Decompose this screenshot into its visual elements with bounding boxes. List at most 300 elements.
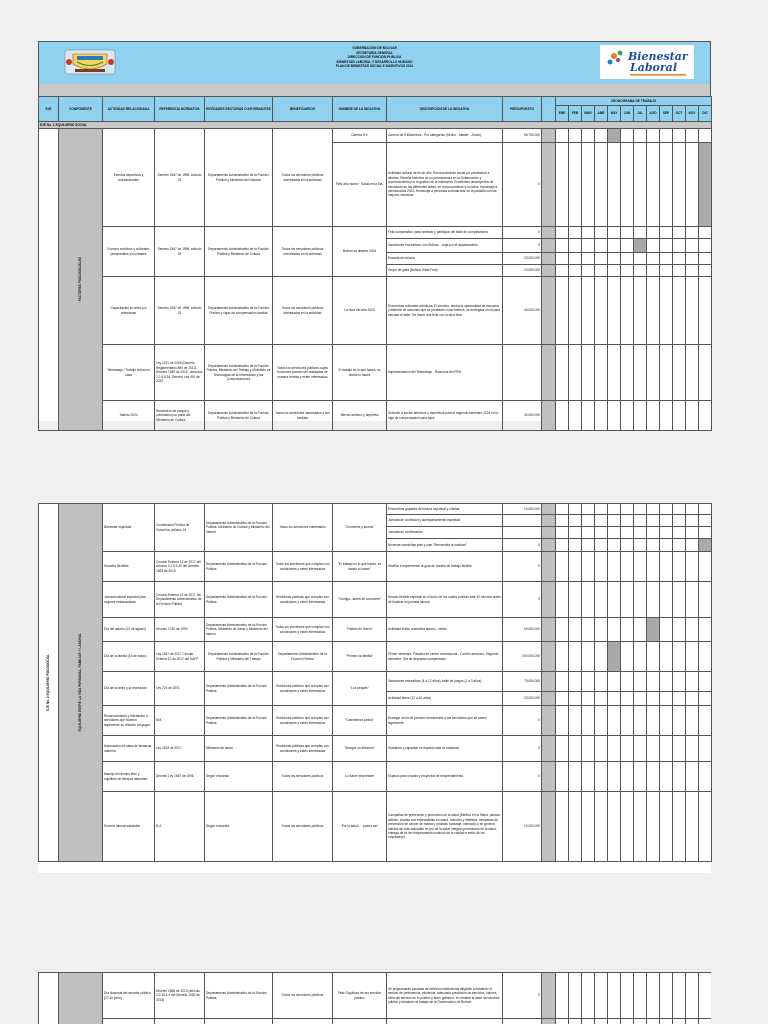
month-cell bbox=[686, 762, 699, 792]
month-cell bbox=[686, 504, 699, 515]
month-cell bbox=[582, 143, 595, 227]
month-cell bbox=[686, 539, 699, 552]
budget-cell: 200.000.000 bbox=[503, 642, 542, 672]
month-cell bbox=[660, 672, 673, 692]
table-row bbox=[39, 504, 712, 515]
month-cell bbox=[660, 515, 673, 527]
month-cell bbox=[647, 762, 660, 792]
month-cell bbox=[634, 277, 647, 345]
month-cell bbox=[595, 253, 608, 265]
initiative-cell: "Los peques" bbox=[333, 672, 387, 706]
month-cell bbox=[634, 265, 647, 277]
beneficiary-cell: Servidoras públicas que cumplan con condiciones y estén interesadas bbox=[273, 736, 333, 762]
activity-cell: Reconocimiento y felicitación a servidores que hicieron legalmente su relación conyugal bbox=[103, 706, 155, 736]
month-cell bbox=[582, 692, 595, 706]
month-header: MAR bbox=[582, 106, 595, 122]
month-cell bbox=[673, 345, 686, 401]
month-cell bbox=[608, 552, 621, 582]
reference-cell: Ley 724 de 2001 bbox=[155, 672, 205, 706]
initiative-cell: Feliz año nuevo · Salud en la 6ta. bbox=[333, 143, 387, 227]
description-cell: Feliz cumpleaños: para celebrar y participar del baile de cumpleañeros bbox=[387, 227, 503, 239]
month-cell bbox=[634, 143, 647, 227]
month-cell bbox=[686, 143, 699, 227]
initiative-cell bbox=[333, 1019, 387, 1024]
month-cell bbox=[582, 736, 595, 762]
reference-cell: Decreto 1567 de 1998, artículo 23 bbox=[155, 277, 205, 345]
month-cell bbox=[608, 539, 621, 552]
month-header: AGO bbox=[647, 106, 660, 122]
month-cell bbox=[569, 129, 582, 143]
activity-cell: Adecuación de salas de lactancia materna bbox=[103, 736, 155, 762]
month-cell bbox=[569, 973, 582, 1019]
col-componente: COMPONENTE bbox=[59, 97, 103, 122]
month-cell bbox=[660, 129, 673, 143]
spacer-cell bbox=[542, 582, 556, 618]
budget-cell bbox=[503, 1019, 542, 1024]
activity-cell: Día de la niñez y la recreación bbox=[103, 672, 155, 706]
month-cell bbox=[556, 504, 569, 515]
month-cell bbox=[673, 762, 686, 792]
month-cell bbox=[673, 582, 686, 618]
activity-cell: Día del abuelo (15 de agosto) bbox=[103, 618, 155, 642]
month-cell bbox=[647, 973, 660, 1019]
month-cell bbox=[634, 515, 647, 527]
header-gray-band bbox=[38, 84, 711, 96]
spacer-cell bbox=[542, 401, 556, 431]
month-cell bbox=[686, 582, 699, 618]
month-cell bbox=[556, 227, 569, 239]
budget-cell: 0 bbox=[503, 582, 542, 618]
month-cell bbox=[634, 129, 647, 143]
month-cell bbox=[686, 239, 699, 253]
month-cell bbox=[556, 762, 569, 792]
reference-cell: Ley 1857 de 2017 Circular Externa 12 de 2017 del DAFP bbox=[155, 642, 205, 672]
month-cell bbox=[621, 253, 634, 265]
month-cell bbox=[595, 504, 608, 515]
month-cell bbox=[608, 239, 621, 253]
month-cell bbox=[647, 582, 660, 618]
table-row bbox=[39, 973, 712, 1019]
month-cell bbox=[595, 736, 608, 762]
eje-label: EJE No. 2 EQUILIBRIO PSICOSOCIAL bbox=[46, 653, 51, 712]
beneficiary-cell: Todos los servidores públicos interesados en la actividad bbox=[273, 129, 333, 227]
component-cell bbox=[59, 973, 103, 1024]
budget-cell: 75.000.000 bbox=[503, 672, 542, 692]
month-cell bbox=[660, 253, 673, 265]
month-header: NOV bbox=[686, 106, 699, 122]
month-cell-active bbox=[608, 129, 621, 143]
month-cell bbox=[699, 527, 712, 539]
component-cell bbox=[59, 504, 103, 862]
entity-cell: Departamento Administrativo de la Función Pública bbox=[205, 706, 273, 736]
month-cell bbox=[673, 504, 686, 515]
month-cell bbox=[686, 277, 699, 345]
reference-cell bbox=[155, 1019, 205, 1024]
month-header: FEB bbox=[569, 106, 582, 122]
month-cell bbox=[673, 515, 686, 527]
month-cell bbox=[686, 253, 699, 265]
month-cell bbox=[582, 706, 595, 736]
sheet-page-2 bbox=[38, 503, 711, 873]
initiative-cell: "Por la salud ... podría ser" bbox=[333, 792, 387, 862]
month-cell bbox=[556, 552, 569, 582]
table-row bbox=[39, 277, 712, 345]
month-cell bbox=[621, 642, 634, 672]
budget-cell: 96.750.000 bbox=[503, 129, 542, 143]
description-cell: Diseñar e implementar la guía de horario de trabajo flexible bbox=[387, 552, 503, 582]
col-cronograma: CRONOGRAMA DE TRABAJO bbox=[556, 97, 712, 106]
budget-cell: 0 bbox=[503, 552, 542, 582]
budget-cell: 20.000.000 bbox=[503, 692, 542, 706]
reference-cell: N.A bbox=[155, 792, 205, 862]
spacer-cell bbox=[542, 762, 556, 792]
logo-word-bienestar: Bienestar bbox=[628, 50, 688, 63]
month-cell bbox=[647, 129, 660, 143]
entity-cell: Departamento Administrativo de la Función Pública bbox=[205, 672, 273, 706]
month-cell bbox=[686, 345, 699, 401]
month-cell bbox=[673, 1019, 686, 1024]
sheet-page-3 bbox=[38, 972, 711, 1024]
month-cell bbox=[595, 552, 608, 582]
month-cell bbox=[621, 736, 634, 762]
month-cell bbox=[634, 539, 647, 552]
month-cell bbox=[686, 552, 699, 582]
beneficiary-cell: Todos los servidores interesados y sus familias bbox=[273, 401, 333, 431]
month-cell bbox=[621, 227, 634, 239]
description-cell: Escuela de música bbox=[387, 253, 503, 265]
month-cell bbox=[647, 1019, 660, 1024]
column-header-row bbox=[39, 97, 712, 106]
month-cell bbox=[595, 692, 608, 706]
month-cell bbox=[634, 253, 647, 265]
month-cell bbox=[556, 672, 569, 692]
budget-cell: 0 bbox=[503, 239, 542, 253]
spacer-cell bbox=[542, 239, 556, 253]
month-cell bbox=[621, 527, 634, 539]
month-cell bbox=[673, 227, 686, 239]
month-cell bbox=[582, 792, 595, 862]
beneficiary-cell: Departamento Administrativo de la Función Pública bbox=[273, 642, 333, 672]
month-cell bbox=[582, 345, 595, 401]
beneficiary-cell: Servidores públicos que cumplan con condiciones y estén interesados bbox=[273, 706, 333, 736]
month-cell bbox=[569, 1019, 582, 1024]
month-cell bbox=[699, 706, 712, 736]
month-cell bbox=[699, 1019, 712, 1024]
spacer-col bbox=[542, 97, 556, 122]
entity-cell: Según encuesta bbox=[205, 792, 273, 862]
table-row bbox=[39, 1019, 712, 1024]
eje-cell bbox=[39, 504, 59, 862]
col-referencia: REFERENCIA NORMATIVA bbox=[155, 97, 205, 122]
month-cell bbox=[673, 539, 686, 552]
month-cell bbox=[621, 539, 634, 552]
month-cell bbox=[660, 504, 673, 515]
month-cell bbox=[699, 642, 712, 672]
month-cell bbox=[660, 692, 673, 706]
month-cell bbox=[569, 227, 582, 239]
month-cell bbox=[647, 265, 660, 277]
initiative-cell: "Caminemos juntos" bbox=[333, 706, 387, 736]
month-cell bbox=[647, 552, 660, 582]
spacer-cell bbox=[542, 706, 556, 736]
budget-cell: 10.000.000 bbox=[503, 504, 542, 515]
month-cell bbox=[608, 253, 621, 265]
entity-cell: Departamento Administrativo de la Función Pública bbox=[205, 552, 273, 582]
month-cell bbox=[621, 401, 634, 431]
month-cell bbox=[556, 143, 569, 227]
month-cell bbox=[608, 345, 621, 401]
month-cell bbox=[634, 227, 647, 239]
month-cell bbox=[569, 345, 582, 401]
description-cell: Horario flexible especial en el turno de los cuales puedan salir 30 minutos antes de finalizar su jornada laboral bbox=[387, 582, 503, 618]
plan-table-page-3 bbox=[38, 972, 711, 1024]
month-cell bbox=[595, 618, 608, 642]
month-header: ENE bbox=[556, 106, 569, 122]
month-cell bbox=[660, 527, 673, 539]
month-cell-active bbox=[699, 143, 712, 227]
month-cell bbox=[660, 265, 673, 277]
activity-cell bbox=[103, 1019, 155, 1024]
section-title: EJE No. 1 EQUILIBRIO SOCIAL bbox=[39, 122, 712, 129]
month-cell bbox=[660, 618, 673, 642]
spacer-cell bbox=[542, 345, 556, 401]
description-cell: Carrera de 5 kilómetros - Por categorías (Senior - Master - Junior) bbox=[387, 129, 503, 143]
activity-cell: Día Nacional del servidor público (27 de junio) bbox=[103, 973, 155, 1019]
month-cell bbox=[634, 692, 647, 706]
activity-cell: Talento 2024 bbox=[103, 401, 155, 431]
activity-cell: Capacitación en artes y/o artesanías bbox=[103, 277, 155, 345]
month-cell bbox=[673, 973, 686, 1019]
month-cell bbox=[582, 672, 595, 692]
month-cell bbox=[556, 515, 569, 527]
entity-cell: Departamento Administrativo de la Función Pública bbox=[205, 582, 273, 618]
month-cell bbox=[634, 642, 647, 672]
reference-cell: Decreto Ley 1567 de 1998 bbox=[155, 762, 205, 792]
month-cell bbox=[647, 515, 660, 527]
reference-cell: Ley 1823 de 2017 bbox=[155, 736, 205, 762]
month-cell bbox=[647, 277, 660, 345]
reference-cell: Constitución Política de Colombia, artículo 19 bbox=[155, 504, 205, 552]
month-cell bbox=[556, 527, 569, 539]
month-cell bbox=[595, 239, 608, 253]
table-row bbox=[39, 227, 712, 239]
month-cell bbox=[595, 277, 608, 345]
month-cell bbox=[569, 265, 582, 277]
reference-cell: Resolución de juegos y premiación por parte del Ministerio de Cultura bbox=[155, 401, 205, 431]
budget-cell: 0 bbox=[503, 736, 542, 762]
month-cell bbox=[647, 345, 660, 401]
month-cell bbox=[634, 345, 647, 401]
month-cell bbox=[608, 401, 621, 431]
month-cell bbox=[569, 253, 582, 265]
eje-cell bbox=[39, 973, 59, 1024]
activity-cell: Eventos deportivos y recreacionales bbox=[103, 129, 155, 227]
month-cell bbox=[634, 672, 647, 692]
month-cell bbox=[621, 277, 634, 345]
month-cell bbox=[673, 265, 686, 277]
entity-cell: Departamento Administrativo de la Función Pública bbox=[205, 973, 273, 1019]
month-cell-active bbox=[647, 618, 660, 642]
month-cell bbox=[621, 582, 634, 618]
budget-cell: 0 bbox=[503, 762, 542, 792]
month-cell bbox=[595, 642, 608, 672]
month-cell bbox=[660, 1019, 673, 1024]
month-cell bbox=[595, 973, 608, 1019]
month-cell bbox=[660, 582, 673, 618]
month-cell bbox=[569, 762, 582, 792]
plan-table-page-2 bbox=[38, 503, 712, 862]
section-bar bbox=[39, 122, 712, 129]
month-cell bbox=[699, 129, 712, 143]
beneficiary-cell bbox=[273, 1019, 333, 1024]
month-cell bbox=[686, 706, 699, 736]
entity-cell: Departamento Administrativo de la Función Pública, Ministerio del Trabajo y Ministerio de Tecnologías de la Información y las Comunicaciones bbox=[205, 345, 273, 401]
month-cell bbox=[582, 277, 595, 345]
month-cell bbox=[582, 539, 595, 552]
month-cell bbox=[647, 239, 660, 253]
month-cell bbox=[582, 253, 595, 265]
spacer-cell bbox=[542, 227, 556, 239]
month-cell bbox=[699, 792, 712, 862]
description-cell: Primer semestre: Pasadía en centro recreacional - Cordón amoroso, Segundo semestre: Día de descanso compensado bbox=[387, 642, 503, 672]
month-cell bbox=[647, 736, 660, 762]
month-cell bbox=[556, 692, 569, 706]
month-cell bbox=[608, 582, 621, 618]
description-cell: Vacaciones recreativas: con Bolívar... viaja por el departamento bbox=[387, 239, 503, 253]
col-beneficiarios: BENEFICIARIOS bbox=[273, 97, 333, 122]
description-cell: Actividad lúdico recreativa abuelo - nietos bbox=[387, 618, 503, 642]
beneficiary-cell: Todos los servidores públicos bbox=[273, 973, 333, 1019]
month-cell bbox=[686, 401, 699, 431]
month-cell bbox=[569, 582, 582, 618]
table-row bbox=[39, 792, 712, 862]
month-cell bbox=[569, 504, 582, 515]
entity-cell: Departamento Administrativo de la Función Pública, Ministerio de Salud y Ministerio del Interior bbox=[205, 618, 273, 642]
beneficiary-cell: Todos los servidores públicos interesados en la actividad bbox=[273, 227, 333, 277]
month-cell bbox=[621, 706, 634, 736]
month-cell bbox=[595, 345, 608, 401]
month-cell bbox=[595, 706, 608, 736]
initiative-cell: Lo Saber emprender bbox=[333, 762, 387, 792]
month-cell bbox=[699, 692, 712, 706]
month-cell bbox=[595, 265, 608, 277]
table-row bbox=[39, 582, 712, 618]
description-cell bbox=[387, 1019, 503, 1024]
reference-cell: Decreto 1740 de 1990 bbox=[155, 618, 205, 642]
month-cell bbox=[621, 762, 634, 792]
month-cell bbox=[660, 539, 673, 552]
description-cell: Jornada de confirmación bbox=[387, 527, 503, 539]
month-cell bbox=[556, 582, 569, 618]
month-cell bbox=[621, 345, 634, 401]
month-cell bbox=[621, 618, 634, 642]
month-cell bbox=[608, 736, 621, 762]
month-cell bbox=[673, 253, 686, 265]
month-cell bbox=[647, 792, 660, 862]
month-cell bbox=[556, 345, 569, 401]
month-cell bbox=[621, 504, 634, 515]
table-row bbox=[39, 345, 712, 401]
component-cell bbox=[59, 129, 103, 431]
budget-cell: 20.000.000 bbox=[503, 253, 542, 265]
description-cell: Se programarán jornadas de reflexión institucional dirigidas a fortalecer el sentido de pertenencia, eficiencia, adecuado prestación de servicios, valores, ética del servicio en lo público y buen gobierno, en resaltar la labor del servidor público y fortalecer el trabajo de la Gobernación de Bolívar. bbox=[387, 973, 503, 1019]
spacer-cell bbox=[542, 527, 556, 539]
activity-cell: Teletrabajo / Trabajo virtual en casa bbox=[103, 345, 155, 401]
description-cell: Actividad teens (12 a 16 años) bbox=[387, 692, 503, 706]
initiative-cell: El trabajo en lo que haces, es donde lo haces bbox=[333, 345, 387, 401]
initiative-cell: "Contigo...antes de conocerte" bbox=[333, 582, 387, 618]
month-cell bbox=[556, 539, 569, 552]
spacer-cell bbox=[542, 515, 556, 527]
month-cell bbox=[647, 706, 660, 736]
month-cell bbox=[634, 582, 647, 618]
table-row bbox=[39, 129, 712, 143]
month-cell bbox=[556, 253, 569, 265]
month-cell bbox=[595, 792, 608, 862]
month-cell bbox=[595, 129, 608, 143]
header-band bbox=[38, 41, 711, 84]
month-cell bbox=[595, 527, 608, 539]
month-cell bbox=[608, 618, 621, 642]
description-cell: Encuentros grupales de lectura espiritual y charlas bbox=[387, 504, 503, 515]
month-cell bbox=[686, 265, 699, 277]
beneficiary-cell: Todos los servidores públicos cuyas funciones puedan ser realizadas de manera remota y estén interesados bbox=[273, 345, 333, 401]
table-row bbox=[39, 552, 712, 582]
month-cell bbox=[673, 672, 686, 692]
spacer-cell bbox=[542, 642, 556, 672]
table-row bbox=[39, 706, 712, 736]
description-cell: Espacio para charlas y proyectos de emprendimiento bbox=[387, 762, 503, 792]
month-cell bbox=[660, 973, 673, 1019]
spacer-cell bbox=[542, 504, 556, 515]
spacer-cell bbox=[542, 129, 556, 143]
month-cell bbox=[686, 129, 699, 143]
month-cell bbox=[686, 642, 699, 672]
month-cell bbox=[608, 692, 621, 706]
month-cell bbox=[582, 227, 595, 239]
month-cell bbox=[647, 672, 660, 692]
beneficiary-cell: Todos los servidores que cumplan con condiciones y estén interesados bbox=[273, 618, 333, 642]
month-cell-active bbox=[699, 539, 712, 552]
month-cell bbox=[699, 672, 712, 692]
month-cell bbox=[556, 618, 569, 642]
month-cell bbox=[582, 552, 595, 582]
month-cell bbox=[569, 642, 582, 672]
budget-cell: 0 bbox=[503, 973, 542, 1019]
month-cell bbox=[686, 672, 699, 692]
title-line: BIENESTAR LABORAL Y DESARROLLO HUMANO bbox=[336, 59, 413, 64]
month-cell bbox=[556, 792, 569, 862]
month-cell bbox=[699, 345, 712, 401]
month-cell bbox=[673, 239, 686, 253]
month-cell bbox=[608, 515, 621, 527]
description-cell: Jornada de confesión y acompañamiento espiritual bbox=[387, 515, 503, 527]
month-cell bbox=[608, 265, 621, 277]
initiative-cell: Carrera 6 K bbox=[333, 129, 387, 143]
month-cell bbox=[595, 762, 608, 792]
month-cell bbox=[621, 692, 634, 706]
month-cell bbox=[569, 792, 582, 862]
month-cell bbox=[660, 792, 673, 862]
beneficiary-cell: Servidores públicos que cumplan con condiciones y estén interesados bbox=[273, 672, 333, 706]
plan-table-page-1 bbox=[38, 96, 712, 431]
month-cell bbox=[673, 706, 686, 736]
table-row bbox=[39, 672, 712, 692]
month-cell bbox=[582, 504, 595, 515]
month-cell bbox=[634, 618, 647, 642]
beneficiary-cell: Todos los servidores que cumplan con condiciones y estén interesados bbox=[273, 552, 333, 582]
month-cell bbox=[699, 239, 712, 253]
